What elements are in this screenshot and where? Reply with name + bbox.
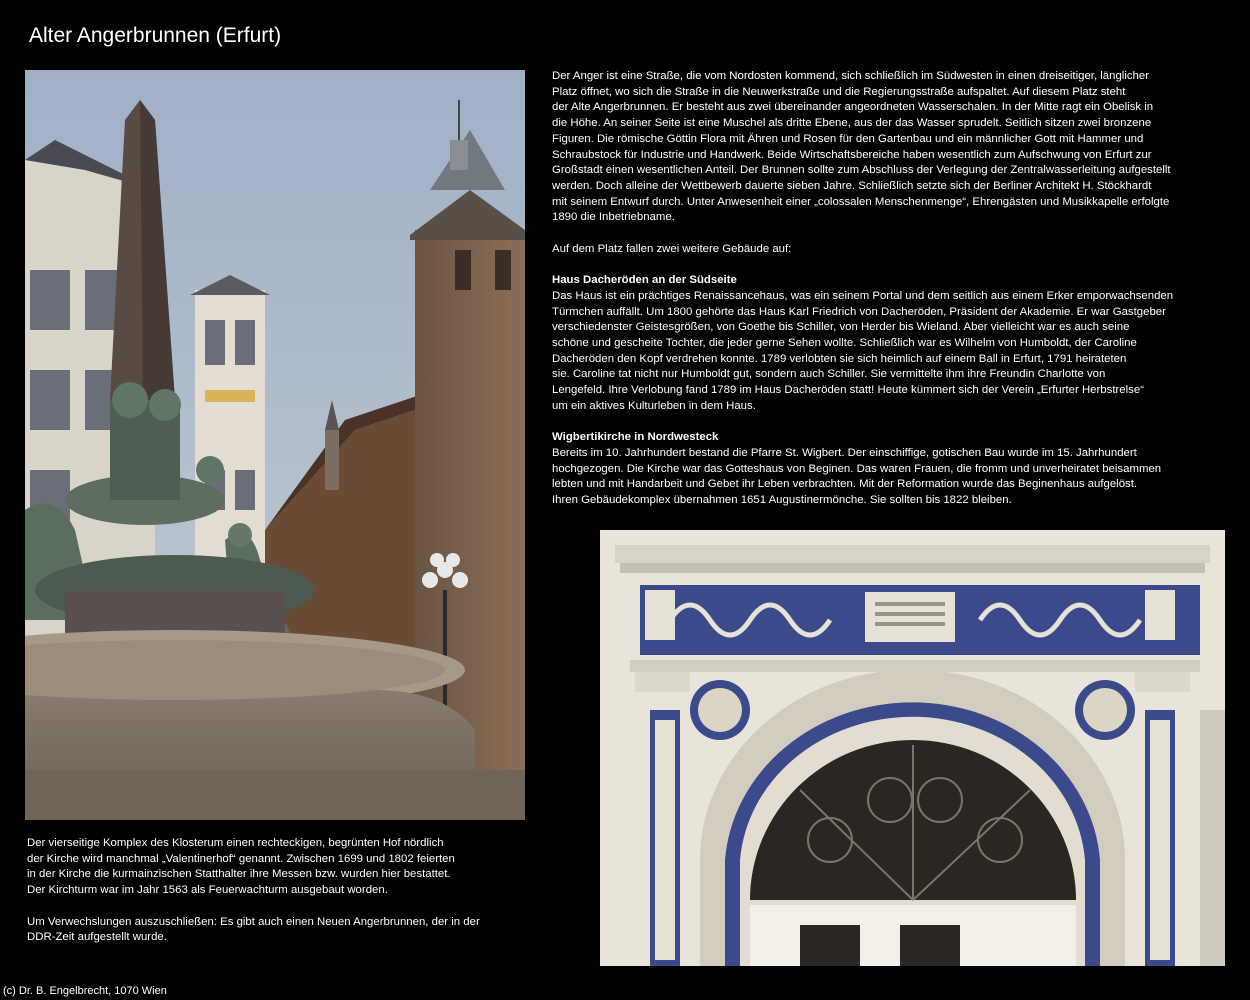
fountain-photo bbox=[25, 70, 525, 820]
photo-caption bbox=[27, 836, 527, 962]
caption-paragraph-1: Der vierseitige Komplex des Klosterum einen rechteckigen, begrünten Hof nördlich der Kirche wird manchmal „Valentinerhof“ genannt. Zwischen 1699 und 1802 feierten in der Kirche die kurmainzischen Statthalter ihre Messen bzw. wurden hier bestattet. Der Kirchturm war im Jahr 1563 als Feuerwachturm ausgebaut worden. bbox=[27, 837, 455, 897]
page-title: Alter Angerbrunnen (Erfurt) bbox=[29, 24, 282, 47]
portal-photo bbox=[600, 530, 1225, 966]
section-body-dacheroeden: Das Haus ist ein prächtiges Renaissancehaus, was ein seinem Portal und dem seitlich aus einem Erker emporwachsenden Türmchen auffällt. Um 1800 gehörte das Haus Karl Friedrich von Dacheröden, Präsident der Akademie. Er war Gastgeber verschiedenster Geistesgrößen, von Goethe bis Schiller, von Herder bis Wieland. Aber vielleicht war es auch seine schöne und gescheite Tochter, die jeder gerne Sehen wollte. Schließlich war es Wilhelm von Humboldt, der Caroline Dacheröden den Kopf verdrehen konnte. 1789 verlobten sie sich heimlich auf einem Ball in Erfurt, 1791 heirateten sie. Caroline tat nicht nur Humboldt gut, sondern auch Schiller. Sie vermittelte ihm ihre Freundin Charlotte von Lengefeld. Ihre Verlobung fand 1789 im Haus Dacheröden statt! Heute kümmert sich der Verein „Erfurter Herbstrelse“ um ein aktives Kulturleben in dem Haus. bbox=[552, 289, 1174, 412]
intro-paragraph: Der Anger ist eine Straße, die vom Nordosten kommend, sich schließlich im Südwesten in einen dreiseitiger, länglicher Platz öffnet, wo sich die Straße in die Neuwerkstraße und die Regierungsstraße aufspaltet. Auf diesem Platz steht der Alte Angerbrunnen. Er besteht aus zwei übereinander angeordneten Wasserschalen. In der Mitte ragt ein Obelisk in die Höhe. An seiner Seite ist eine Muschel als dritte Ebene, aus der das Wasser sprudelt. Seitlich sitzen zwei bronzene Figuren. Die römische Göttin Flora mit Ähren und Rosen für den Gartenbau und ein männlicher Gott mit Hammer und Schraubstock für Industrie und Handwerk. Beide Wirtschaftsbereiche haben wesentlich zum Aufschwung von Erfurt zur Großstadt einen wesentlichen Anteil. Der Brunnen sollte zum Abschluss der Verlegung der Zentralwasserleitung aufgestellt werden. Doch alleine der Wettbewerb dauerte sieben Jahre. Schließlich setzte sich der Berliner Architekt H. Stöckhardt mit seinem Entwurf durch. Unter Anwesenheit einer „colossalen Menschenmenge“, Ehrengästen und Musikkapelle erfolgte 1890 die Inbetriebname. bbox=[552, 70, 1171, 224]
fountain-photo-image bbox=[25, 70, 525, 820]
main-text bbox=[552, 69, 1222, 524]
copyright-footer: (c) Dr. B. Engelbrecht, 1070 Wien bbox=[3, 985, 167, 997]
section-heading-dacheroeden: Haus Dacheröden an der Südseite bbox=[552, 274, 737, 287]
intro-paragraph-2: Auf dem Platz fallen zwei weitere Gebäude auf: bbox=[552, 242, 792, 255]
section-heading-wigbertikirche: Wigbertikirche in Nordwesteck bbox=[552, 431, 719, 444]
section-body-wigbertikirche: Bereits im 10. Jahrhundert bestand die Pfarre St. Wigbert. Der einschiffige, gotischen Bau wurde im 15. Jahrhundert hochgezogen. Die Kirche war das Gotteshaus von Beginen. Das waren Frauen, die fromm und unverheiratet beisammen lebten und mit Handarbeit und Gebet ihr Leben verbrachten. Mit der Reformation wurde das Beginenhaus aufgelöst. Ihren Gebäudekomplex übernahmen 1651 Augustinermönche. Sie sollten bis 1822 bleiben. bbox=[552, 446, 1162, 506]
portal-photo-image bbox=[600, 530, 1225, 966]
caption-paragraph-2: Um Verwechslungen auszuschließen: Es gibt auch einen Neuen Angerbrunnen, der in der DDR-Zeit aufgestellt wurde. bbox=[27, 915, 480, 944]
